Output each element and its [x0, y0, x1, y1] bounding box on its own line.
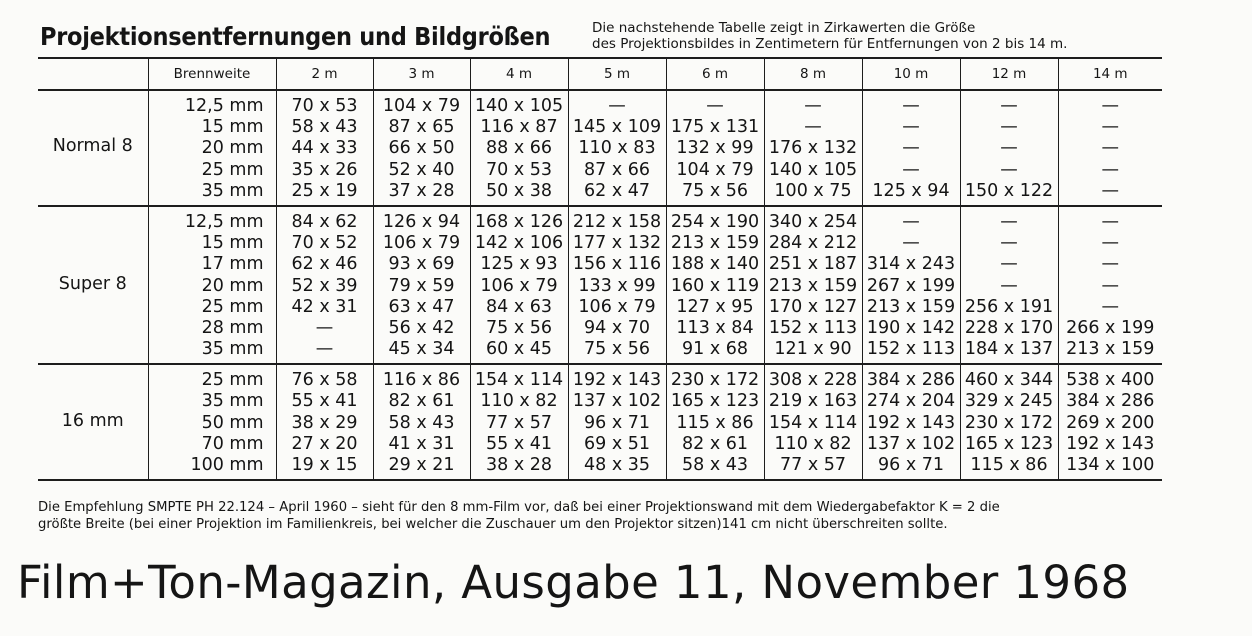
- image-size-value: 251 x 187: [768, 254, 858, 275]
- image-size-value: 188 x 140: [670, 254, 760, 275]
- image-size-value: 165 x 123: [964, 433, 1054, 454]
- focal-length-value: 100 mm: [190, 455, 264, 475]
- image-size-value: 70 x 53: [485, 159, 553, 180]
- image-size-value: 266 x 199: [1066, 317, 1155, 338]
- image-size-value: —: [1000, 96, 1018, 116]
- image-size-value: 110 x 82: [480, 391, 558, 412]
- image-size-value: 84 x 63: [485, 296, 553, 317]
- image-size-value: 213 x 159: [1066, 339, 1155, 360]
- header-distance: 3 m: [373, 58, 470, 90]
- image-size-value: 284 x 212: [768, 233, 858, 254]
- image-size-cell: [568, 90, 666, 206]
- header-distance: 6 m: [666, 58, 764, 90]
- focal-length-value: 25 mm: [201, 159, 264, 180]
- image-size-cell: [276, 364, 373, 480]
- header-distance: 14 m: [1058, 58, 1162, 90]
- image-size-value: 192 x 143: [572, 370, 662, 391]
- image-size-value: 219 x 163: [768, 391, 858, 412]
- image-size-value: 75 x 56: [583, 339, 651, 360]
- image-size-value: 42 x 31: [291, 296, 358, 317]
- image-size-value: 160 x 119: [670, 275, 760, 296]
- image-size-value: 152 x 113: [866, 339, 956, 360]
- image-size-value: —: [1101, 138, 1119, 159]
- image-size-value: —: [1000, 159, 1018, 180]
- image-size-cell: [764, 206, 862, 364]
- intro-line: Die nachstehende Tabelle zeigt in Zirkawerten die Größe: [592, 20, 976, 36]
- focal-length-value: 12,5 mm: [184, 96, 264, 116]
- image-size-value: 52 x 39: [291, 275, 358, 296]
- image-size-cell: [568, 364, 666, 480]
- header-distance: 8 m: [764, 58, 862, 90]
- image-size-value: 192 x 143: [1066, 433, 1155, 454]
- image-size-value: 77 x 57: [485, 412, 553, 433]
- film-format-label: Normal 8: [38, 90, 148, 206]
- image-size-value: —: [1101, 233, 1119, 254]
- page-title: Projektionsentfernungen und Bildgrößen: [40, 22, 551, 51]
- image-size-value: 45 x 34: [388, 339, 455, 360]
- image-size-value: —: [1000, 211, 1018, 232]
- image-size-value: 340 x 254: [768, 211, 858, 232]
- image-size-value: 175 x 131: [670, 117, 760, 138]
- image-size-value: 192 x 143: [866, 412, 956, 433]
- focal-length-value: 15 mm: [201, 117, 264, 138]
- image-size-value: 38 x 29: [291, 412, 358, 433]
- image-size-cell: [470, 364, 568, 480]
- image-size-value: —: [902, 211, 920, 232]
- image-size-value: 308 x 228: [768, 370, 858, 391]
- image-size-value: 106 x 79: [578, 296, 656, 317]
- image-size-value: 230 x 172: [964, 412, 1054, 433]
- image-size-value: 126 x 94: [382, 211, 461, 232]
- image-size-value: 76 x 58: [291, 370, 358, 391]
- image-size-value: 38 x 28: [485, 455, 553, 475]
- image-size-value: —: [902, 233, 920, 254]
- table-row: [38, 90, 1162, 206]
- header-distance: 4 m: [470, 58, 568, 90]
- image-size-value: 132 x 99: [676, 138, 754, 159]
- image-size-value: —: [902, 138, 920, 159]
- image-size-value: 145 x 109: [572, 117, 662, 138]
- intro-line: des Projektionsbildes in Zentimetern für Entfernungen von 2 bis 14 m.: [592, 36, 1068, 52]
- image-size-cell: [666, 364, 764, 480]
- image-size-value: 156 x 116: [572, 254, 662, 275]
- image-size-value: 104 x 79: [676, 159, 754, 180]
- image-size-value: 91 x 68: [681, 339, 749, 360]
- image-size-value: 58 x 43: [291, 117, 358, 138]
- header-distance: 2 m: [276, 58, 373, 90]
- image-size-cell: [960, 206, 1058, 364]
- image-size-cell: [862, 364, 960, 480]
- focal-length-cell: [148, 90, 276, 206]
- image-size-value: 314 x 243: [866, 254, 956, 275]
- image-size-value: 75 x 56: [485, 317, 553, 338]
- table-row: [38, 206, 1162, 364]
- image-size-value: 27 x 20: [291, 433, 358, 454]
- image-size-value: 79 x 59: [388, 275, 455, 296]
- image-size-value: 256 x 191: [964, 296, 1054, 317]
- footnote-line: größte Breite (bei einer Projektion im Familienkreis, bei welcher die Zuschauer um den Projektor sitzen)141 cm nicht überschreiten sollte.: [38, 516, 948, 532]
- focal-length-value: 70 mm: [201, 433, 264, 454]
- image-size-value: 168 x 126: [474, 211, 564, 232]
- focal-length-value: 15 mm: [201, 233, 264, 254]
- image-size-cell: [1058, 206, 1162, 364]
- image-size-cell: [470, 90, 568, 206]
- image-size-value: 63 x 47: [388, 296, 455, 317]
- image-size-value: 104 x 79: [382, 96, 461, 116]
- image-size-cell: [666, 206, 764, 364]
- table-row: [38, 364, 1162, 480]
- image-size-value: 56 x 42: [388, 317, 455, 338]
- focal-length-cell: [148, 206, 276, 364]
- image-size-value: 137 x 102: [572, 391, 662, 412]
- image-size-value: —: [902, 117, 920, 138]
- image-size-value: 213 x 159: [768, 275, 858, 296]
- image-size-value: 150 x 122: [964, 180, 1054, 201]
- image-size-value: 134 x 100: [1066, 455, 1155, 475]
- focal-length-value: 12,5 mm: [184, 211, 264, 232]
- image-size-value: —: [902, 96, 920, 116]
- image-size-cell: [764, 364, 862, 480]
- image-size-value: 254 x 190: [670, 211, 760, 232]
- image-size-value: —: [315, 317, 334, 338]
- image-size-value: 228 x 170: [964, 317, 1054, 338]
- image-size-value: 152 x 113: [768, 317, 858, 338]
- image-size-value: 140 x 105: [768, 159, 858, 180]
- image-size-value: 176 x 132: [768, 138, 858, 159]
- image-size-value: 142 x 106: [474, 233, 564, 254]
- image-size-value: —: [1101, 275, 1119, 296]
- image-size-value: 82 x 61: [681, 433, 749, 454]
- image-size-value: 133 x 99: [578, 275, 656, 296]
- image-size-value: 115 x 86: [676, 412, 754, 433]
- image-size-value: 106 x 79: [382, 233, 461, 254]
- image-size-cell: [862, 90, 960, 206]
- focal-length-cell: [148, 364, 276, 480]
- focal-length-value: 25 mm: [201, 296, 264, 317]
- image-size-value: 96 x 71: [583, 412, 651, 433]
- image-size-cell: [862, 206, 960, 364]
- image-size-value: —: [804, 117, 822, 138]
- focal-length-value: 25 mm: [201, 370, 264, 391]
- image-size-cell: [373, 90, 470, 206]
- focal-length-value: 35 mm: [201, 339, 264, 360]
- image-size-value: 100 x 75: [774, 180, 852, 201]
- image-size-value: —: [1000, 117, 1018, 138]
- image-size-value: 37 x 28: [388, 180, 455, 201]
- image-size-value: 87 x 65: [388, 117, 455, 138]
- focal-length-value: 35 mm: [201, 180, 264, 201]
- image-size-value: —: [1000, 233, 1018, 254]
- image-size-value: 44 x 33: [291, 138, 358, 159]
- image-size-cell: [960, 90, 1058, 206]
- image-size-value: —: [1101, 254, 1119, 275]
- image-size-value: —: [1101, 159, 1119, 180]
- focal-length-value: 50 mm: [201, 412, 264, 433]
- image-size-value: 25 x 19: [291, 180, 358, 201]
- image-size-value: 213 x 159: [670, 233, 760, 254]
- image-size-cell: [470, 206, 568, 364]
- image-size-value: 87 x 66: [583, 159, 651, 180]
- image-size-value: 75 x 56: [681, 180, 749, 201]
- image-size-value: 48 x 35: [583, 455, 651, 475]
- intro-text: [592, 20, 1067, 52]
- image-size-value: 94 x 70: [583, 317, 651, 338]
- image-size-cell: [960, 364, 1058, 480]
- image-size-value: 115 x 86: [970, 455, 1048, 475]
- footnote: [38, 500, 1000, 533]
- image-size-cell: [276, 90, 373, 206]
- image-size-value: 62 x 46: [291, 254, 358, 275]
- image-size-value: 154 x 114: [768, 412, 858, 433]
- image-size-value: 70 x 53: [291, 96, 358, 116]
- image-size-value: —: [608, 96, 626, 116]
- image-size-value: —: [1101, 296, 1119, 317]
- image-size-value: 77 x 57: [779, 455, 847, 475]
- image-size-value: 137 x 102: [866, 433, 956, 454]
- focal-length-value: 17 mm: [201, 254, 264, 275]
- image-size-cell: [764, 90, 862, 206]
- image-size-value: 384 x 286: [866, 370, 956, 391]
- image-size-value: —: [1000, 254, 1018, 275]
- image-size-value: —: [1000, 275, 1018, 296]
- source-caption: Film+Ton-Magazin, Ausgabe 11, November 1968: [17, 556, 1130, 609]
- image-size-value: 113 x 84: [676, 317, 754, 338]
- projection-table: [38, 57, 1162, 481]
- image-size-value: 69 x 51: [583, 433, 651, 454]
- image-size-value: —: [902, 159, 920, 180]
- focal-length-value: 20 mm: [201, 275, 264, 296]
- image-size-value: 125 x 94: [872, 180, 950, 201]
- image-size-value: 121 x 90: [774, 339, 852, 360]
- image-size-value: 154 x 114: [474, 370, 564, 391]
- image-size-value: 170 x 127: [768, 296, 858, 317]
- image-size-value: 66 x 50: [388, 138, 455, 159]
- image-size-value: 110 x 83: [578, 138, 656, 159]
- image-size-value: 58 x 43: [388, 412, 455, 433]
- image-size-value: 274 x 204: [866, 391, 956, 412]
- image-size-value: —: [1101, 211, 1119, 232]
- image-size-value: 140 x 105: [474, 96, 564, 116]
- image-size-value: 60 x 45: [485, 339, 553, 360]
- image-size-value: 19 x 15: [291, 455, 358, 475]
- image-size-value: 177 x 132: [572, 233, 662, 254]
- image-size-cell: [373, 206, 470, 364]
- image-size-cell: [568, 206, 666, 364]
- image-size-value: —: [804, 96, 822, 116]
- image-size-value: 460 x 344: [964, 370, 1054, 391]
- image-size-value: 84 x 62: [291, 211, 358, 232]
- image-size-value: 538 x 400: [1066, 370, 1155, 391]
- image-size-cell: [1058, 90, 1162, 206]
- header-focal-length: Brennweite: [148, 58, 276, 90]
- image-size-value: 213 x 159: [866, 296, 956, 317]
- image-size-cell: [276, 206, 373, 364]
- image-size-value: 110 x 82: [774, 433, 852, 454]
- image-size-value: 267 x 199: [866, 275, 956, 296]
- image-size-value: 230 x 172: [670, 370, 760, 391]
- image-size-value: 55 x 41: [291, 391, 358, 412]
- image-size-value: 93 x 69: [388, 254, 455, 275]
- image-size-value: 50 x 38: [485, 180, 553, 201]
- image-size-value: 269 x 200: [1066, 412, 1155, 433]
- image-size-cell: [666, 90, 764, 206]
- image-size-value: 52 x 40: [388, 159, 455, 180]
- image-size-value: 329 x 245: [964, 391, 1054, 412]
- header-distance: 10 m: [862, 58, 960, 90]
- image-size-value: 116 x 86: [382, 370, 461, 391]
- image-size-value: 127 x 95: [676, 296, 754, 317]
- header-group-cell: [38, 58, 148, 90]
- image-size-value: 55 x 41: [485, 433, 553, 454]
- image-size-value: —: [1000, 138, 1018, 159]
- image-size-value: —: [1101, 96, 1119, 116]
- image-size-value: 62 x 47: [583, 180, 651, 201]
- image-size-value: 70 x 52: [291, 233, 358, 254]
- image-size-value: —: [1101, 180, 1119, 201]
- image-size-value: 29 x 21: [388, 455, 455, 475]
- image-size-value: 82 x 61: [388, 391, 455, 412]
- image-size-cell: [1058, 364, 1162, 480]
- image-size-value: 58 x 43: [681, 455, 749, 475]
- image-size-value: 165 x 123: [670, 391, 760, 412]
- image-size-value: 190 x 142: [866, 317, 956, 338]
- header-distance: 5 m: [568, 58, 666, 90]
- image-size-value: 88 x 66: [485, 138, 553, 159]
- image-size-value: 184 x 137: [964, 339, 1054, 360]
- image-size-value: 116 x 87: [480, 117, 558, 138]
- image-size-value: 106 x 79: [480, 275, 558, 296]
- focal-length-value: 28 mm: [201, 317, 264, 338]
- image-size-value: 125 x 93: [480, 254, 558, 275]
- image-size-value: 41 x 31: [388, 433, 455, 454]
- image-size-value: 212 x 158: [572, 211, 662, 232]
- image-size-value: 35 x 26: [291, 159, 358, 180]
- image-size-value: —: [706, 96, 724, 116]
- image-size-value: 96 x 71: [877, 455, 945, 475]
- film-format-label: 16 mm: [38, 364, 148, 480]
- image-size-cell: [373, 364, 470, 480]
- focal-length-value: 35 mm: [201, 391, 264, 412]
- header-distance: 12 m: [960, 58, 1058, 90]
- focal-length-value: 20 mm: [201, 138, 264, 159]
- table-header-row: [38, 58, 1162, 90]
- image-size-value: —: [315, 339, 334, 360]
- film-format-label: Super 8: [38, 206, 148, 364]
- footnote-line: Die Empfehlung SMPTE PH 22.124 – April 1960 – sieht für den 8 mm-Film vor, daß bei einer Projektionswand mit dem Wiedergabefaktor K = 2 die: [38, 500, 1000, 515]
- image-size-value: —: [1101, 117, 1119, 138]
- image-size-value: 384 x 286: [1066, 391, 1155, 412]
